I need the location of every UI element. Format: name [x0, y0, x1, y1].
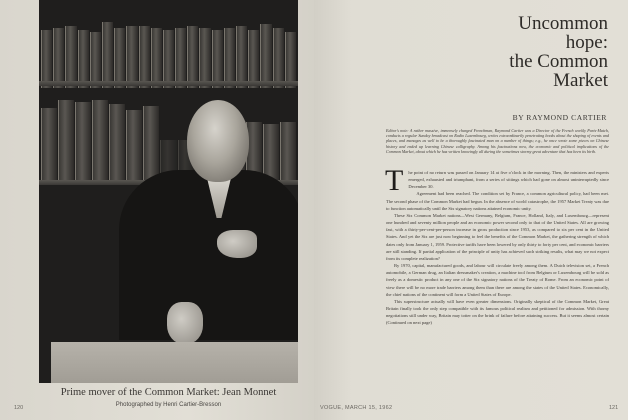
- body-paragraph: By 1970, capital, manufactured goods, and labour will circulate freely among them. A Dutch television set, a French automobile, a German drug, an Italian dressmaker's creation, a machine tool from Belgium or Luxembourg will be sold as freely as a domestic product in any one of the Six signatory nations of the Treaty of Rome. From an economic point of view there will be no more trade barriers among them than there are among the states of the United States. Economically, the chief nations of the continent will form a United States of Europe.: [386, 263, 609, 297]
- desk: [51, 342, 298, 383]
- byline: BY RAYMOND CARTIER: [512, 113, 607, 122]
- page-number-right: 121: [609, 405, 619, 411]
- headline-line: hope:: [565, 32, 608, 53]
- drop-cap: T: [385, 164, 404, 197]
- body-paragraph: Agreement had been reached. The condition set by France, a common agricultural policy, had been met. The second phase of the Common Market had begun. In the absence of world catastrophe, the 1957 Market Treaty was due to function automatically until the Six signatory nations attained economic unity.: [386, 191, 609, 211]
- photo-caption: Prime mover of the Common Market: Jean Monnet: [60, 387, 277, 398]
- article-body: [385, 164, 609, 326]
- headline-line: Market: [553, 70, 608, 91]
- issue-folio: VOGUE, MARCH 15, 1962: [320, 405, 393, 411]
- bookshelf-middle: [39, 95, 298, 180]
- lead-paragraph: T he point of no return was passed on January 14 at five o'clock in the morning. Then, the ministers and experts emerged, exhausted and triumphant, from a series of sittings which had gone on almost uninterruptedly since December 30.: [385, 164, 609, 197]
- body-paragraph: This superstructure actually will have even greater dimensions. Originally skeptical of the Common Market, Great Britain finally took the only step compatible with its famous political realism and petitioned for admission. With thorny negotiations still under way, Britain may totter on the brink of failure before attaining success. But it seems almost certain (Continued on next page): [386, 298, 609, 326]
- figure-hand: [167, 302, 203, 344]
- page-number-left: 120: [14, 405, 24, 411]
- figure-head: [187, 100, 249, 182]
- figure-suit: [119, 170, 298, 340]
- body-paragraph: These Six Common Market nations—West Germany, Belgium, France, Holland, Italy, and Luxembourg—represent one hundred and seventy million people and an economic power second only to that of the United States. All are growing fast, with a thirty-per-cent-per-person increase in gross production since 1953, as compared to six per cent in the United States. And yet the Six are just now beginning to feel the benefits of the Common Market, the gathering strength of which dates only from January 1, 1959. Protective tariffs have been lowered by only thirty to forty per cent, and economic barriers are still standing. If partial application of the principle of unity has achieved such striking results, what may we not expect from its complete realization?: [386, 212, 609, 261]
- shelf-board: [39, 81, 298, 86]
- article-headline: [408, 14, 608, 90]
- portrait-photo: [39, 0, 298, 383]
- editors-note: Editor's note: A rather massive, immensely charged Frenchman, Raymond Cartier was a Director of the French weekly Paris-Match, conducts a regular Sunday broadcast on Radio Luxembourg, writes extraordinarily penetrating books about the shaping of events and places, and manages as well to be a thoroughly fascinated man on a number of things; e.g., he once wrote some pieces on Chinese history and ended up learning Chinese calligraphy. Among his fascinations now, the economic and political implications of the Common Market, about which he has written knowingly all during the sometimes stormy great adventure that has been its birth.: [386, 128, 609, 154]
- photo-credit: Photographed by Henri Cartier-Bresson: [115, 402, 222, 408]
- bookshelf-upper: [39, 18, 298, 88]
- headline-line: the Common: [509, 51, 608, 72]
- figure-hand: [217, 230, 257, 258]
- headline-line: Uncommon: [518, 13, 608, 34]
